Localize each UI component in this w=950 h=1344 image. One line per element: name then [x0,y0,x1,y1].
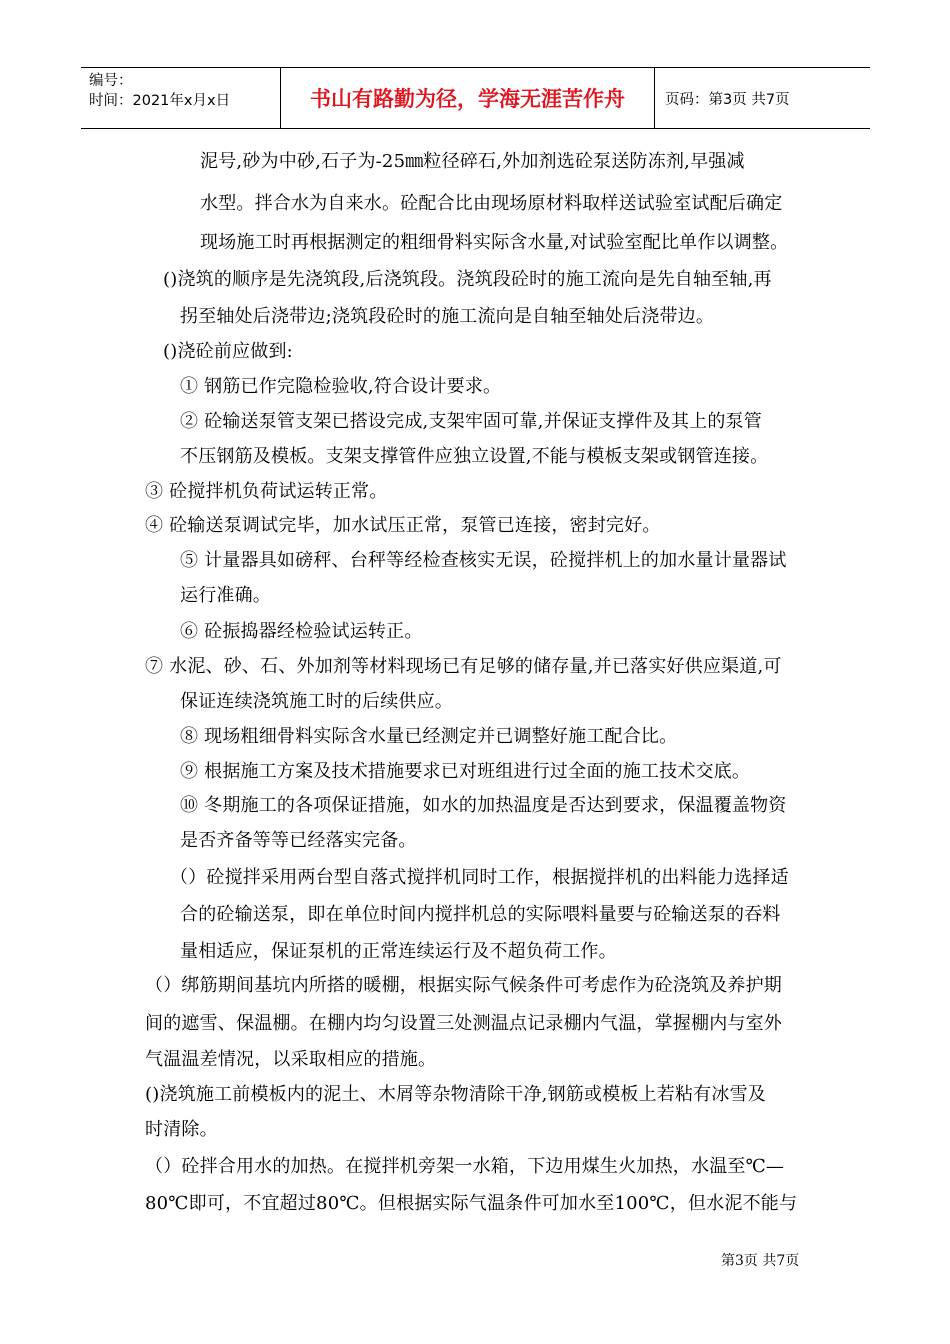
body-line: 保证连续浇筑施工时的后续供应。 [180,691,453,712]
body-line: ⑥ 砼振捣器经检验试运转正。 [180,621,423,642]
header-table [81,67,870,129]
body-line: ⑩ 冬期施工的各项保证措施，如水的加热温度是否达到要求，保温覆盖物资 [180,795,787,816]
body-line: 是否齐备等等已经落实完备。 [180,830,417,851]
body-line: 80℃即可，不宜超过80℃。但根据实际气温条件可加水至100℃，但水泥不能与 [145,1193,798,1214]
body-line: ⑧ 现场粗细骨料实际含水量已经测定并已调整好施工配合比。 [180,726,678,747]
body-line: ② 砼输送泵管支架已搭设完成,支架牢固可靠,并保证支撑件及其上的泵管 [180,411,762,432]
body-line: ⑦ 水泥、砂、石、外加剂等材料现场已有足够的储存量,并已落实好供应渠道,可 [145,656,782,677]
body-line: ④ 砼输送泵调试完毕，加水试压正常，泵管已连接，密封完好。 [145,515,661,536]
body-line: 泥号,砂为中砂,石子为-25㎜粒径碎石,外加剂选砼泵送防冻剂,早强减 [200,151,745,172]
body-line: ⑤ 计量器具如磅秤、台秤等经检查核实无误，砼搅拌机上的加水量计量器试 [180,550,787,571]
body-line: ()浇砼前应做到: [163,341,293,362]
header-motto: 书山有路勤为径，学海无涯苦作舟 [281,68,655,128]
body-line: （）砼搅拌采用两台型自落式搅拌机同时工作，根据搅拌机的出料能力选择适 [170,867,789,888]
doc-number-label: 编号： [89,73,133,89]
body-line: 气温温差情况，以采取相应的措施。 [145,1049,437,1070]
body-line: ① 钢筋已作完隐检验收,符合设计要求。 [180,376,502,397]
body-line: （）砼拌合用水的加热。在搅拌机旁架一水箱，下边用煤生火加热，水温至℃— [145,1156,785,1177]
body-line: （）绑筋期间基坑内所搭的暖棚，根据实际气候条件可考虑作为砼浇筑及养护期 [145,975,782,996]
header-page-code: 页码：第3页 共7页 [665,91,790,108]
header-meta-cell [81,68,281,128]
doc-time-label: 时间：2021年x月x日 [89,93,231,109]
footer-page-indicator: 第3页 共7页 [721,1253,800,1269]
body-line: 量相适应，保证泵机的正常连续运行及不超负荷工作。 [180,941,617,962]
body-line: ()浇筑的顺序是先浇筑段,后浇筑段。浇筑段砼时的施工流向是先自轴至轴,再 [163,269,772,290]
body-line: 不压钢筋及模板。支架支撑管件应独立设置,不能与模板支架或钢管连接。 [180,446,769,467]
body-line: 现场施工时再根据测定的粗细骨料实际含水量,对试验室配比单作以调整。 [200,232,789,253]
body-line: ⑨ 根据施工方案及技术措施要求已对班组进行过全面的施工技术交底。 [180,761,751,782]
body-line: 间的遮雪、保温棚。在棚内均匀设置三处测温点记录棚内气温，掌握棚内与室外 [145,1013,782,1034]
body-line: ③ 砼搅拌机负荷试运转正常。 [145,481,388,502]
body-line: 时清除。 [145,1119,218,1140]
body-line: 合的砼输送泵，即在单位时间内搅拌机总的实际喂料量要与砼输送泵的吞料 [180,904,781,925]
body-line: ()浇筑施工前模板内的泥土、木屑等杂物清除干净,钢筋或模板上若粘有冰雪及 [145,1084,766,1105]
body-line: 运行准确。 [180,585,271,606]
body-line: 拐至轴处后浇带边;浇筑段砼时的施工流向是自轴至轴处后浇带边。 [180,306,715,327]
body-line: 水型。拌合水为自来水。砼配合比由现场原材料取样送试验室试配后确定 [200,193,783,214]
